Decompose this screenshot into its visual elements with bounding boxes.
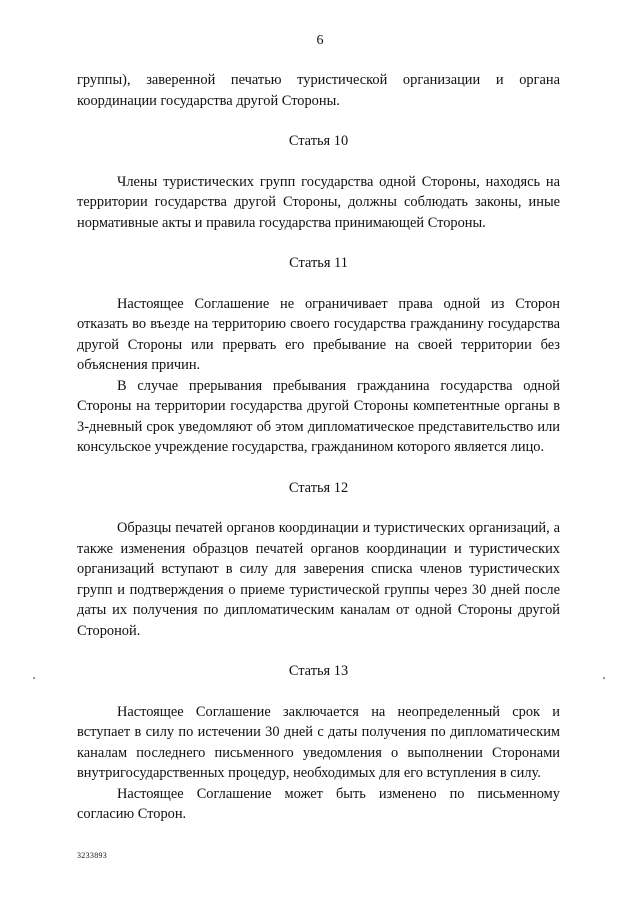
document-id: 3233893 [77,851,108,860]
article-heading: Статья 12 [288,479,349,496]
paragraph: В случае прерывания пребывания гражданина государства одной Стороны на территории государства другой Стороны компетентные органы в 3-дневный срок уведомляют об этом дипломатическое представительство или консульское учреждение государства, гражданином которого является лицо. [77,377,560,455]
article-heading: Статья 10 [288,133,349,149]
paragraph: группы), заверенной печатью туристической организации и органа координации государства другой Стороны. [77,72,560,109]
paragraph: Настоящее Соглашение может быть изменено по письменному согласию Сторон. [77,785,560,822]
page-number: 6 [316,33,324,48]
paragraph: Настоящее Соглашение заключается на неопределенный срок и вступает в силу по истечении 30 дней с даты получения по дипломатическим каналам последнего письменного уведомления о выполнении Сторонами внутригосударственных процедур, необходимых для его вступления в силу. [77,703,560,781]
scan-mark [33,677,35,679]
paragraph: Члены туристических групп государства одной Стороны, находясь на территории государства другой Стороны, должны соблюдать законы, иные нормативные акты и правила государства принимающей Стороны. [77,173,560,231]
article-heading: Статья 11 [289,255,348,271]
paragraph: Настоящее Соглашение не ограничивает права одной из Сторон отказать во въезде на территорию своего государства гражданину государства другой Стороны или прервать его пребывание на своей территории без объяснения причин. [77,295,560,373]
document-body [77,70,560,825]
paragraph: Образцы печатей органов координации и туристических организаций, а также изменения образцов печатей органов координации и туристических организаций вступают в силу для заверения списка членов туристических групп и подтверждения о приеме туристической группы через 30 дней после даты их получения по дипломатическим каналам от одной Стороны другой Стороной. [77,520,560,639]
article-heading: Статья 13 [288,663,349,679]
scan-mark [603,677,605,679]
